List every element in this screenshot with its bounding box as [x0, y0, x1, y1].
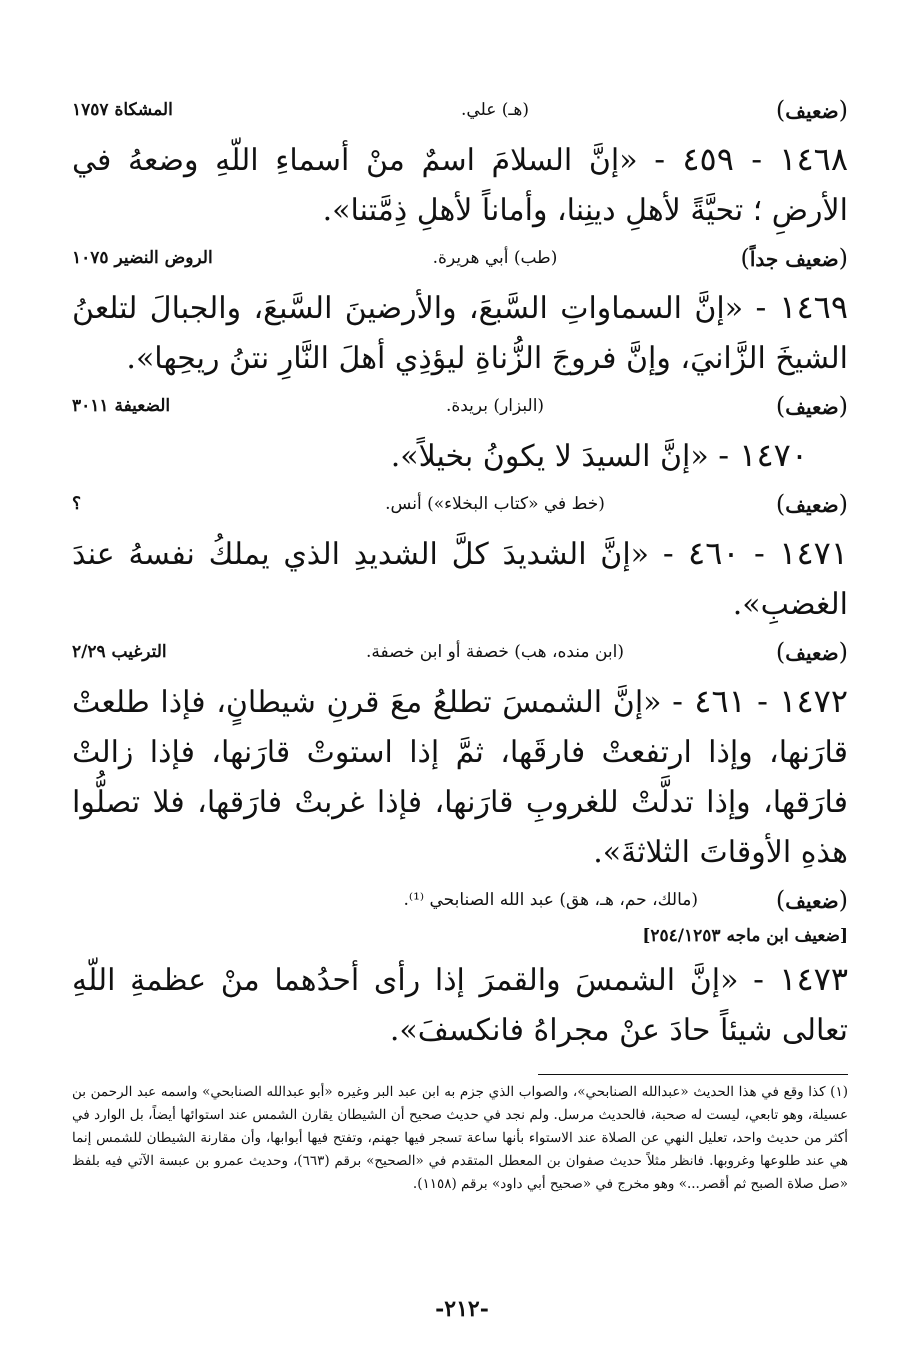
grade-label: (ضعيف) [775, 886, 848, 914]
page-number: -٢١٢- [435, 1296, 489, 1322]
grade-line-1472 [72, 880, 848, 920]
hadith-number: ١٤٦٩ - [755, 288, 848, 326]
reference: الضعيفة ٣٠١١ [72, 396, 171, 416]
hadith-number: ١٤٧٠ - [718, 436, 808, 474]
page-body [72, 90, 848, 1196]
hadith-text: «إنَّ الشمسَ تطلعُ معَ قرنِ شيطانٍ، فإذا طلعتْ قارَنها، وإذا ارتفعتْ فارقَها، ثمَّ إذا استوتْ قارَنها، فإذا زالتْ فارَقها، وإذا تدلَّتْ للغروبِ قارَنها، فإذا غربتْ فارَقها، فلا تصلُّوا هذهِ الأوقاتَ الثلاثةَ». [72, 685, 848, 870]
hadith-text: «إنَّ السيدَ لا يكونُ بخيلاً». [390, 439, 709, 474]
hadith-number: ١٤٧٢ - ٤٦١ - [672, 682, 848, 720]
source-citation: (هـ) علي. [461, 100, 529, 120]
hadith-1470 [72, 430, 848, 482]
reference: الروض النضير ١٠٧٥ [72, 248, 213, 268]
grade-line-1467 [72, 90, 848, 130]
grade-label: (ضعيف) [775, 96, 848, 124]
hadith-1469 [72, 282, 848, 384]
hadith-number: ١٤٧٣ - [753, 960, 848, 998]
grade-label: (ضعيف) [775, 638, 848, 666]
footnote: (١) كذا وقع في هذا الحديث «عبدالله الصنابحي»، والصواب الذي جزم به ابن عبد البر وغيره «أبو عبدالله الصنابحي» واسمه عبد الرحمن بن عسيلة، وهو تابعي، ليست له صحبة، فالحديث مرسل. ولم نجد في حديث صحيح أن الشيطان يقارن الشمس عند استوائها أيضاً، بل الوارد في أكثر من حديث واحد، تعليل النهي عن الصلاة عند الاستواء بأنها ساعة تسجر فيها جهنم، وتفتح فيها أبوابها، وأن مقارنة الشيطان للشمس إنما هي عند طلوعها وغروبها. فانظر مثلاً حديث صفوان بن المعطل المتقدم في «الصحيح» برقم (٦٦٣)، وحديث عمرو بن عبسة الآتي فيه بلفظ «صل صلاة الصبح ثم أقصر...» وهو مخرج في «صحيح أبي داود» برقم (١١٥٨). [72, 1084, 848, 1192]
reference: المشكاة ١٧٥٧ [72, 100, 173, 120]
hadith-text: «إنَّ السلامَ اسمٌ منْ أسماءِ اللّهِ وضعهُ في الأرضِ ؛ تحيَّةً لأهلِ دينِنا، وأماناً لأهلِ ذِمَّتنا». [72, 143, 848, 228]
reference: ؟ [72, 494, 82, 514]
source-citation: (مالك، حم، هـ، هق) عبد الله الصنابحي ⁽¹⁾. [403, 890, 698, 910]
hadith-text: «إنَّ الشديدَ كلَّ الشديدِ الذي يملكُ نفسهُ عندَ الغضبِ». [72, 537, 848, 622]
grade-label: (ضعيف) [775, 392, 848, 420]
source-citation: (البزار) بريدة. [445, 396, 545, 416]
grade-line-1468 [72, 238, 848, 278]
grade-label: (ضعيف جداً) [740, 244, 848, 272]
extra-reference: [ضعيف ابن ماجه ٢٥٤/١٢٥٣] [642, 926, 848, 946]
hadith-1468 [72, 134, 848, 236]
grade-line-1471 [72, 632, 848, 672]
source-citation: (ابن منده، هب) خصفة أو ابن خصفة. [366, 642, 624, 662]
hadith-number: ١٤٦٨ - ٤٥٩ - [654, 140, 849, 178]
hadith-number: ١٤٧١ - ٤٦٠ - [662, 534, 849, 572]
source-citation: (طب) أبي هريرة. [432, 248, 558, 268]
source-citation: (خط في «كتاب البخلاء») أنس. [385, 494, 605, 514]
hadith-1473 [72, 954, 848, 1056]
hadith-1471 [72, 528, 848, 630]
reference: الترغيب ٢/٢٩ [72, 642, 167, 662]
hadith-text: «إنَّ الشمسَ والقمرَ إذا رأى أحدُهما منْ عظمةِ اللّهِ تعالى شيئاً حادَ عنْ مجراهُ فانكسفَ». [72, 963, 848, 1048]
hadith-1472 [72, 676, 848, 878]
footnote-divider [538, 1074, 848, 1075]
grade-label: (ضعيف) [775, 490, 848, 518]
grade-line-1469 [72, 386, 848, 426]
hadith-text: «إنَّ السماواتِ السَّبعَ، والأرضينَ السَّبعَ، والجبالَ لتلعنُ الشيخَ الزَّانيَ، وإنَّ فروجَ الزُّناةِ ليؤذِي أهلَ النَّارِ نتنُ ريحِها». [72, 291, 848, 376]
grade-line-1470 [72, 484, 848, 524]
